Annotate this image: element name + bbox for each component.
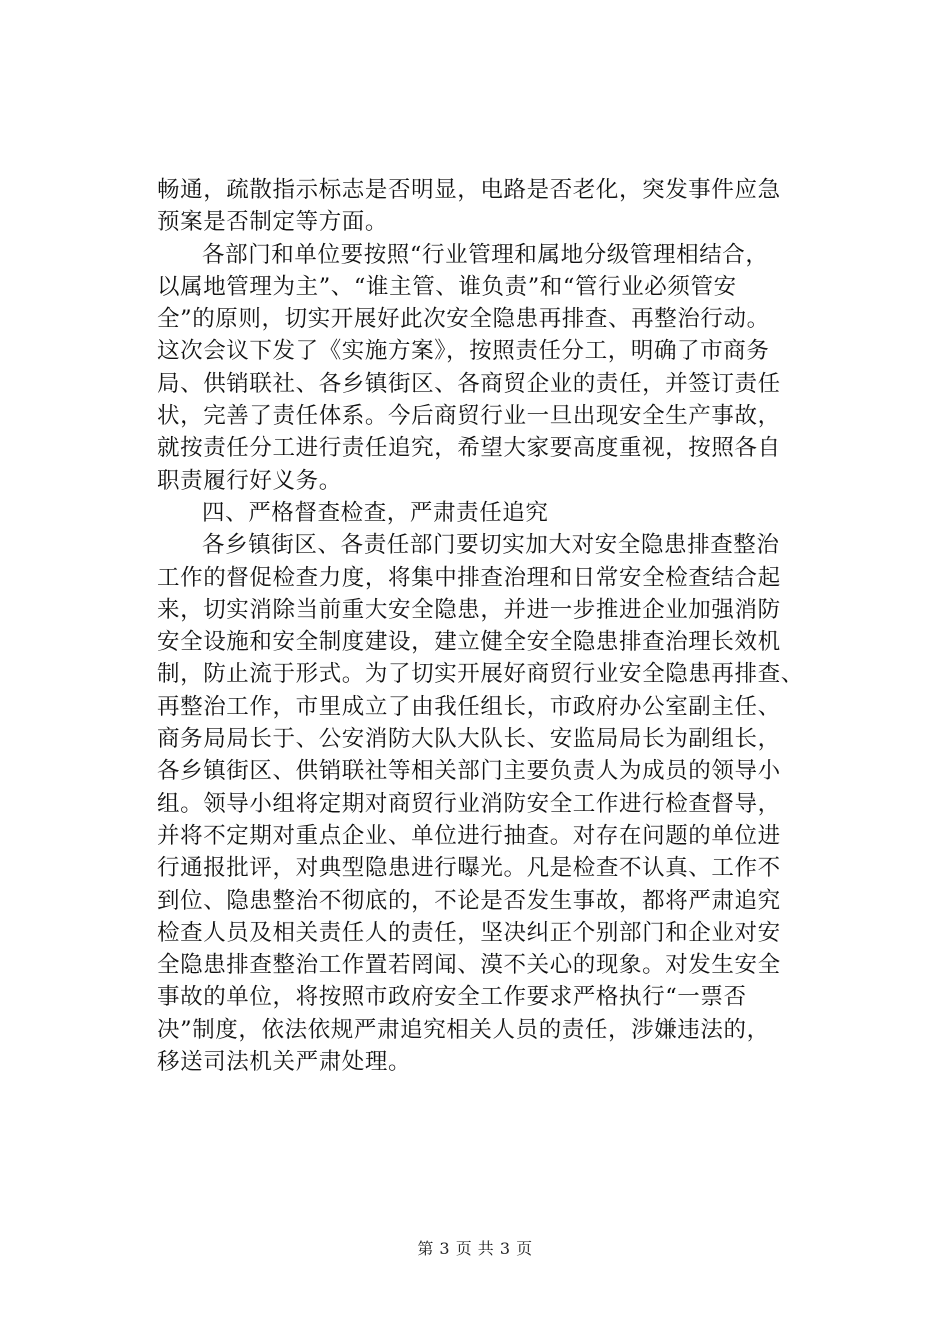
text-line: 组。领导小组将定期对商贸行业消防安全工作进行检查督导， xyxy=(157,790,781,817)
text-line: 全隐患排查整治工作置若罔闻、漠不关心的现象。对发生安全 xyxy=(157,952,781,979)
text-line: 职责履行好义务。 xyxy=(157,467,342,494)
text-line: 局、供销联社、各乡镇街区、各商贸企业的责任，并签订责任 xyxy=(157,370,781,397)
paragraph-start-line: 各部门和单位要按照“行业管理和属地分级管理相结合， xyxy=(202,241,769,268)
text-line: 并将不定期对重点企业、单位进行抽查。对存在问题的单位进 xyxy=(157,822,781,849)
text-line: 各乡镇街区、供销联社等相关部门主要负责人为成员的领导小 xyxy=(157,758,781,785)
text-line: 决”制度，依法依规严肃追究相关人员的责任，涉嫌违法的， xyxy=(157,1016,770,1043)
text-line: 以属地管理为主”、“谁主管、谁负责”和“管行业必须管安 xyxy=(157,273,737,300)
page-number: 第 3 页 共 3 页 xyxy=(417,1239,533,1258)
text-line: 再整治工作，市里成立了由我任组长，市政府办公室副主任、 xyxy=(157,693,781,720)
text-line: 全”的原则，切实开展好此次安全隐患再排查、再整治行动。 xyxy=(157,306,770,333)
text-line: 这次会议下发了《实施方案》，按照责任分工，明确了市商务 xyxy=(157,338,770,365)
section-heading: 四、严格督查检查，严肃责任追究 xyxy=(202,499,549,526)
text-line: 就按责任分工进行责任追究，希望大家要高度重视，按照各自 xyxy=(157,435,781,462)
document-body xyxy=(157,174,804,1078)
text-line: 到位、隐患整治不彻底的，不论是否发生事故，都将严肃追究 xyxy=(157,887,781,914)
text-line: 制，防止流于形式。为了切实开展好商贸行业安全隐患再排查、 xyxy=(157,661,804,688)
text-line: 商务局局长于、公安消防大队大队长、安监局局长为副组长， xyxy=(157,726,781,753)
text-line: 预案是否制定等方面。 xyxy=(157,209,389,236)
paragraph-start-line: 各乡镇街区、各责任部门要切实加大对安全隐患排查整治 xyxy=(202,532,780,559)
text-line: 畅通，疏散指示标志是否明显，电路是否老化，突发事件应急 xyxy=(157,177,781,203)
text-line: 行通报批评，对典型隐患进行曝光。凡是检查不认真、工作不 xyxy=(157,855,781,882)
text-line: 状，完善了责任体系。今后商贸行业一旦出现安全生产事故， xyxy=(157,403,781,430)
page-footer xyxy=(0,1236,950,1259)
text-line: 检查人员及相关责任人的责任，坚决纠正个别部门和企业对安 xyxy=(157,919,781,946)
text-line: 工作的督促检查力度，将集中排查治理和日常安全检查结合起 xyxy=(157,564,781,591)
text-line: 事故的单位，将按照市政府安全工作要求严格执行“一票否 xyxy=(157,984,747,1011)
text-line: 来，切实消除当前重大安全隐患，并进一步推进企业加强消防 xyxy=(157,596,781,623)
text-line: 安全设施和安全制度建设，建立健全安全隐患排查治理长效机 xyxy=(157,629,781,656)
text-line: 移送司法机关严肃处理。 xyxy=(157,1049,412,1076)
